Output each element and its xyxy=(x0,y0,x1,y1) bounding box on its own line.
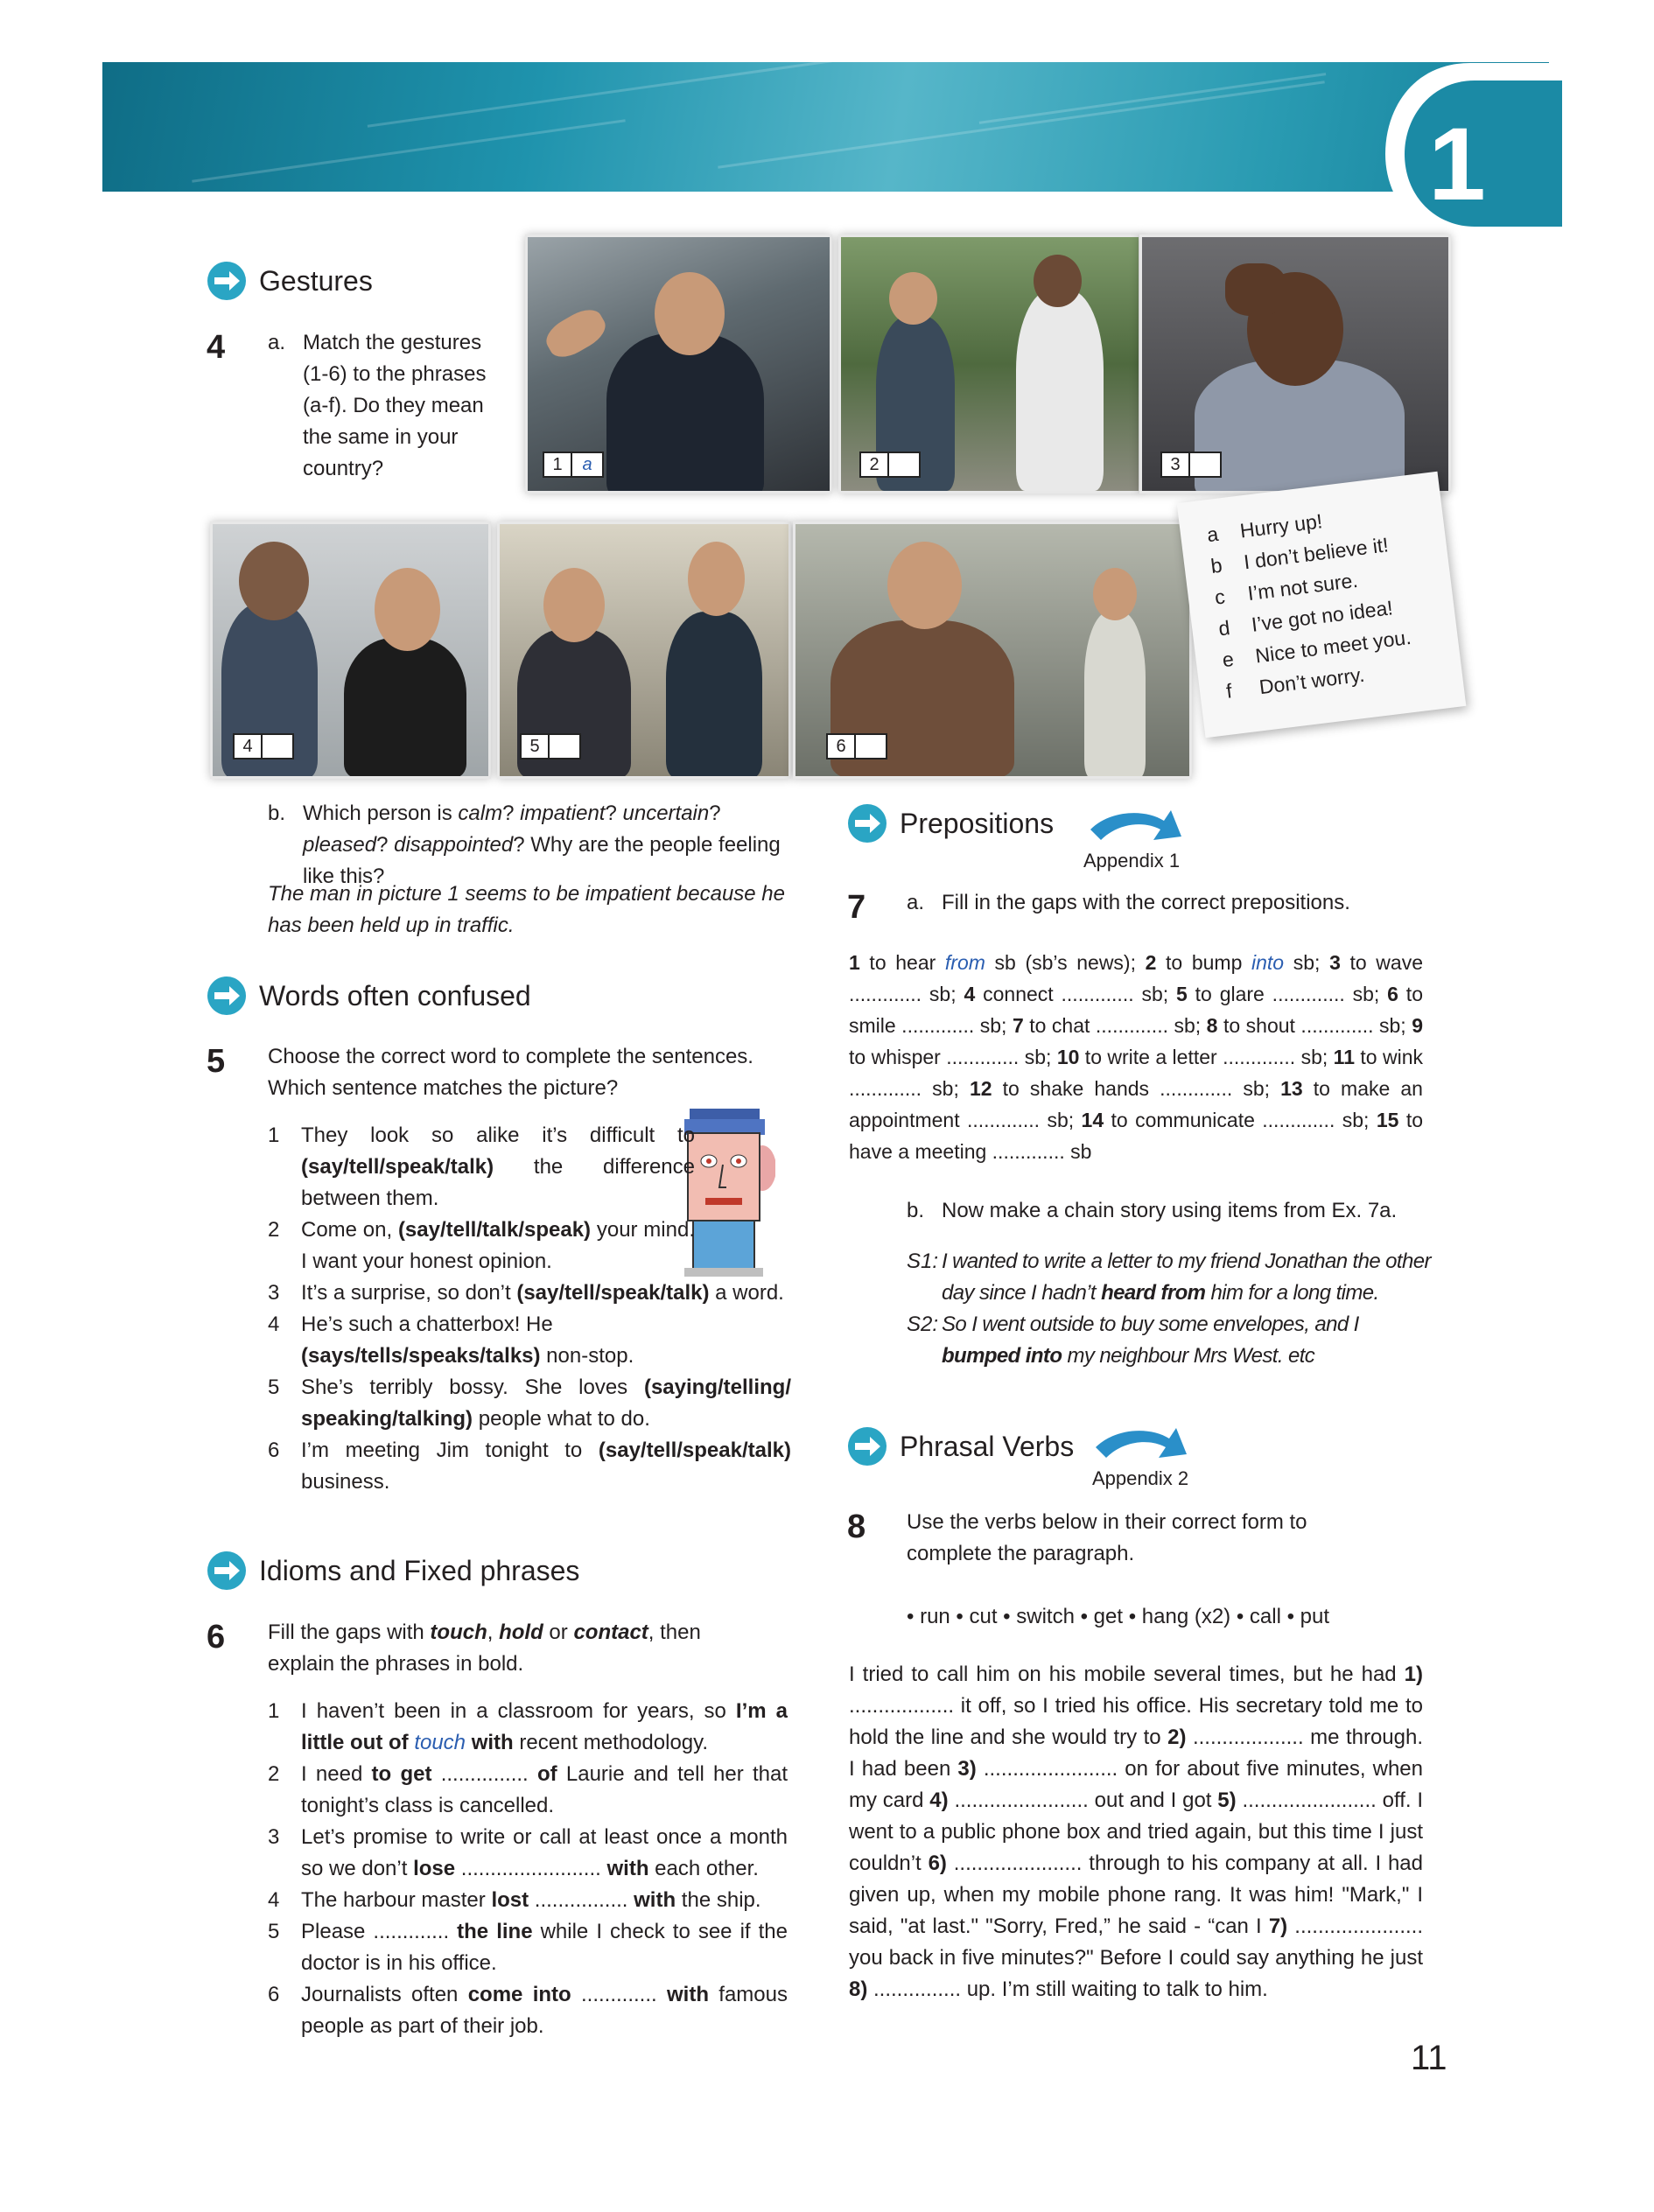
phrases-note-card xyxy=(1177,472,1467,738)
text-run: him for a long time. xyxy=(1205,1281,1379,1305)
chain-story-line-1 xyxy=(942,1246,1432,1309)
text-run: with xyxy=(466,1731,514,1754)
text-run: The harbour master xyxy=(301,1888,492,1912)
text-run: ...................... through to his company at all. I had given up, when my mobile phone rang. It was him! "Mark," I said, "at last." "Sorry, Fred,” he said - “can I xyxy=(849,1852,1424,1938)
text-run: connect ............. sb; xyxy=(975,983,1176,1005)
text-run: ....................... out and I got xyxy=(948,1788,1218,1812)
arrow-circle-icon xyxy=(847,1426,887,1466)
text-run: 4 xyxy=(964,983,976,1005)
text-run: to get xyxy=(371,1762,432,1786)
exercise-number: 4 xyxy=(207,329,226,366)
exercise-part-label: b. xyxy=(268,802,286,825)
text-run: sb; xyxy=(1284,951,1330,974)
text-run: 6 xyxy=(1387,983,1398,1005)
text-run: 8 xyxy=(1206,1014,1218,1037)
arrow-circle-icon xyxy=(207,976,247,1016)
text-run: 1) xyxy=(1404,1662,1423,1686)
answer-field[interactable] xyxy=(548,735,579,758)
text-run: to wave ............. sb; xyxy=(849,951,1423,1005)
text-run: 13 xyxy=(1280,1077,1303,1100)
section-title: Words often confused xyxy=(259,979,531,1012)
list-item: 4 He’s such a chatterbox! He (says/tells/speaks/talks) non-stop. xyxy=(268,1312,634,1368)
phrase-item: c I’m not sure. xyxy=(1213,568,1359,609)
text-run: to have a meeting ............. sb xyxy=(849,1109,1423,1163)
gestures-heading xyxy=(207,261,373,301)
text-run: to hear xyxy=(859,951,945,974)
text-run: with xyxy=(634,1888,676,1912)
text-run: sb (sb’s news); xyxy=(985,951,1146,974)
list-item: 5 She’s terribly bossy. She loves (saying/telling/ speaking/talking) people what to do. xyxy=(268,1376,791,1431)
text-run: 7) xyxy=(1268,1914,1288,1938)
text-run: 9 xyxy=(1412,1014,1423,1037)
phrase-item: a Hurry up! xyxy=(1205,509,1324,547)
answer-field[interactable]: a xyxy=(571,453,602,476)
chain-story-line-2 xyxy=(942,1309,1432,1372)
answer-field[interactable] xyxy=(854,735,886,758)
phrase-item: d I’ve got no idea! xyxy=(1216,596,1394,640)
text-run: 7 xyxy=(1012,1014,1024,1037)
text-run: 5 xyxy=(1176,983,1188,1005)
text-run: 8) xyxy=(849,1978,868,2001)
text-run: lose xyxy=(413,1857,456,1880)
prepositions-list xyxy=(849,947,1423,1167)
text-run: I wanted to write a letter to my friend Jonathan the other day since I hadn’t xyxy=(942,1250,1431,1305)
text-run: bumped into xyxy=(942,1344,1062,1368)
words-confused-list xyxy=(268,1120,793,1498)
text-run: with xyxy=(606,1857,649,1880)
exercise-part-label: a. xyxy=(907,891,925,914)
example-answer: The man in picture 1 seems to be impatient because he has been held up in traffic. xyxy=(268,882,785,937)
unit-number: 1 xyxy=(1428,107,1486,222)
speaker-label: S2: xyxy=(907,1312,939,1336)
phrase-item: b I don’t believe it! xyxy=(1209,533,1390,578)
idioms-heading xyxy=(207,1550,579,1591)
text-run: I tried to call him on his mobile several times, but he had xyxy=(849,1662,1405,1686)
text-run: to shout ............. sb; xyxy=(1217,1014,1412,1037)
text-run: my neighbour Mrs West. etc xyxy=(1062,1344,1315,1368)
list-item: 6 I’m meeting Jim tonight to (say/tell/speak/talk) business. xyxy=(268,1438,791,1494)
appendix-reference: Appendix 2 xyxy=(1092,1467,1189,1489)
exercise-4b-instruction: Which person is calm? impatient? uncertain? pleased? disappointed? Why are the people feeling like this? xyxy=(303,802,781,888)
text-run: .................. it off, so I tried his office. His secretary told me to hold the line and she would try to xyxy=(849,1694,1423,1749)
text-run: to chat ............. sb; xyxy=(1023,1014,1207,1037)
exercise-number: 8 xyxy=(847,1508,866,1545)
list-item: 5 Please ............. the line while I check to see if the doctor is in his office. xyxy=(268,1920,788,1975)
exercise-instruction: Now make a chain story using items from Ex. 7a. xyxy=(942,1199,1398,1222)
photo-label-3: 3 xyxy=(1160,452,1222,478)
text-run: Let’s promise to write or call at least once a month so we don’t xyxy=(301,1825,788,1880)
text-run: I’m a little out of xyxy=(301,1699,788,1754)
text-run: to communicate ............. sb; xyxy=(1104,1109,1377,1131)
exercise-instruction: Match the gestures (1-6) to the phrases (a-f). Do they mean the same in your country? xyxy=(303,331,487,480)
text-run: come into xyxy=(467,1983,571,2006)
words-confused-heading xyxy=(207,976,531,1016)
text-run: I need xyxy=(301,1762,372,1786)
text-run: Please ............. xyxy=(301,1920,458,1943)
text-run: to glare ............. sb; xyxy=(1187,983,1388,1005)
prepositions-heading xyxy=(847,803,1054,844)
text-run: 3 xyxy=(1329,951,1341,974)
section-title: Idioms and Fixed phrases xyxy=(259,1554,580,1586)
text-run: famous people as part of their job. xyxy=(301,1983,788,2038)
list-item: 3 Let’s promise to write or call at least once a month so we don’t lose ........................ with each other. xyxy=(268,1825,788,1880)
text-run: the ship. xyxy=(676,1888,761,1912)
text-run: to shake hands ............. sb; xyxy=(992,1077,1281,1100)
text-run: 1 xyxy=(849,951,860,974)
photo-label-6: 6 xyxy=(826,733,887,760)
phrasal-verbs-paragraph xyxy=(849,1659,1423,2006)
text-run: from xyxy=(944,951,985,974)
list-item: 6 Journalists often come into ............. with famous people as part of their job. xyxy=(268,1983,788,2038)
list-item: 1 I haven’t been in a classroom for years, so I’m a little out of touch with recent methodology. xyxy=(268,1699,788,1754)
text-run: ...................... you back in five minutes?" Before I could say anything he just xyxy=(849,1914,1423,1970)
photo-label-2: 2 xyxy=(859,452,921,478)
text-run: into xyxy=(1251,951,1285,974)
text-run: 2) xyxy=(1167,1726,1187,1749)
phrase-item: f Don’t worry. xyxy=(1224,662,1366,703)
phrases-list xyxy=(1177,472,1463,710)
text-run: 2 xyxy=(1145,951,1157,974)
arrow-circle-icon xyxy=(207,1550,247,1591)
text-run: ....................... off. I went to a public phone box and tried again, but this time I just couldn’t xyxy=(849,1788,1424,1875)
exercise-number: 5 xyxy=(207,1043,226,1080)
photo-label-4: 4 xyxy=(233,733,294,760)
section-title: Prepositions xyxy=(900,807,1055,839)
text-run: lost xyxy=(491,1888,529,1912)
text-run: the line xyxy=(457,1920,533,1943)
text-run: Journalists often xyxy=(301,1983,468,2006)
exercise-instruction: Fill the gaps with touch, hold or contact, then explain the phrases in bold. xyxy=(268,1620,701,1676)
answer-field[interactable] xyxy=(887,453,919,476)
text-run: 12 xyxy=(969,1077,992,1100)
answer-field[interactable] xyxy=(1188,453,1220,476)
text-run: I haven’t been in a classroom for years, so xyxy=(301,1699,736,1723)
text-run: of xyxy=(536,1762,557,1786)
text-run: ................ xyxy=(529,1888,634,1912)
arrow-circle-icon xyxy=(207,261,247,301)
exercise-part-label: b. xyxy=(907,1199,925,1222)
idioms-list xyxy=(268,1696,788,2042)
appendix-reference: Appendix 1 xyxy=(1083,850,1181,872)
text-run: recent methodology. xyxy=(513,1731,709,1754)
exercise-instruction: Fill in the gaps with the correct prepositions. xyxy=(942,891,1350,914)
list-item: 3 It’s a surprise, so don’t (say/tell/speak/talk) a word. xyxy=(268,1281,784,1305)
text-run: while I check to see if the doctor is in his office. xyxy=(301,1920,788,1975)
text-run: 6) xyxy=(928,1852,947,1875)
photo-label-1: 1 a xyxy=(543,452,604,478)
exercise-number: 7 xyxy=(847,889,866,926)
text-run: to write a letter ............. sb; xyxy=(1079,1046,1334,1068)
page-number: 11 xyxy=(1411,2039,1447,2077)
text-run: ........................ xyxy=(455,1857,607,1880)
text-run: with xyxy=(666,1983,709,2006)
text-run: touch xyxy=(414,1731,466,1754)
list-item: 2 I need to get ............... of Laurie and tell her that tonight’s class is cancelled. xyxy=(268,1762,788,1817)
exercise-instruction: Choose the correct word to complete the sentences. Which sentence matches the picture? xyxy=(268,1045,753,1100)
text-run: Laurie and tell her that tonight’s class is cancelled. xyxy=(301,1762,788,1817)
text-run: each other. xyxy=(648,1857,759,1880)
text-run: 3) xyxy=(957,1757,977,1781)
text-run: 15 xyxy=(1376,1109,1399,1131)
text-run: to wink ............. sb; xyxy=(849,1046,1424,1100)
verb-list: • run • cut • switch • get • hang (x2) • call • put xyxy=(907,1605,1330,1628)
photo-label-5: 5 xyxy=(520,733,581,760)
text-run: 4) xyxy=(929,1788,949,1812)
text-run: to bump xyxy=(1156,951,1252,974)
text-run: to whisper ............. sb; xyxy=(849,1046,1057,1068)
text-run: heard from xyxy=(1101,1281,1206,1305)
text-run: 11 xyxy=(1333,1046,1355,1068)
text-run: 10 xyxy=(1056,1046,1080,1068)
text-run: 14 xyxy=(1081,1109,1104,1131)
arrow-circle-icon xyxy=(847,803,887,844)
text-run: ............... xyxy=(431,1762,537,1786)
text-run: to make an appointment ............. sb; xyxy=(849,1077,1423,1131)
phrase-item: e Nice to meet you. xyxy=(1221,625,1412,672)
text-run: So I went outside to buy some envelopes, and I xyxy=(942,1312,1359,1336)
text-run: 5) xyxy=(1217,1788,1237,1812)
list-item: 1 They look so alike it’s difficult to (say/tell/speak/talk) the difference between them. xyxy=(268,1124,695,1210)
answer-field[interactable] xyxy=(261,735,292,758)
speaker-label: S1: xyxy=(907,1250,939,1273)
unit-banner xyxy=(102,62,1549,192)
text-run: ............. xyxy=(571,1983,667,2006)
text-run: to smile ............. sb; xyxy=(849,983,1423,1037)
section-title: Gestures xyxy=(259,264,373,297)
phrasal-verbs-heading xyxy=(847,1426,1074,1466)
list-item: 2 Come on, (say/tell/talk/speak) your mind. I want your honest opinion. xyxy=(268,1218,695,1273)
exercise-number: 6 xyxy=(207,1619,226,1656)
exercise-part-label: a. xyxy=(268,331,286,354)
text-run: ............... up. I’m still waiting to talk to him. xyxy=(867,1978,1268,2001)
text-run: ................... me through. I had been xyxy=(849,1726,1424,1781)
list-item: 4 The harbour master lost ................ with the ship. xyxy=(268,1888,761,1912)
exercise-instruction: Use the verbs below in their correct form to complete the paragraph. xyxy=(907,1510,1307,1565)
text-run: ....................... on for about five minutes, when my card xyxy=(849,1757,1423,1812)
section-title: Phrasal Verbs xyxy=(900,1430,1075,1462)
